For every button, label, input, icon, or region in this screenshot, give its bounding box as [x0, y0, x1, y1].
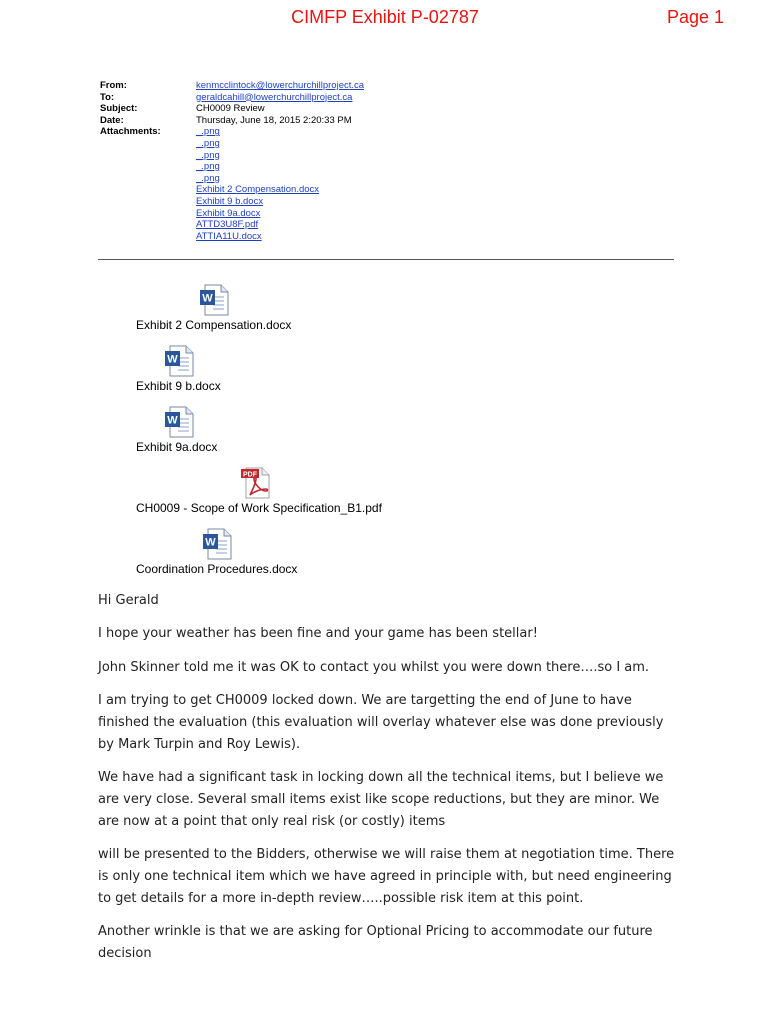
body-paragraph: Another wrinkle is that we are asking for Optional Pricing to accommodate our future decision: [98, 924, 653, 961]
svg-text:W: W: [202, 292, 213, 305]
body-paragraph: will be presented to the Bidders, otherwise we will raise them at negotiation time. There is only one technical item which we have agreed in principle with, but need engineering to get details for a more in-depth review…..possible risk item at this point.: [98, 847, 675, 906]
svg-text:W: W: [167, 353, 178, 366]
subject-label: Subject:: [100, 103, 138, 115]
attachment-link[interactable]: _.png: [196, 126, 220, 138]
attachment-link[interactable]: _.png: [196, 161, 220, 173]
word-doc-icon[interactable]: [164, 345, 194, 382]
body-paragraph: I hope your weather has been fine and your game has been stellar!: [98, 626, 538, 641]
attachments-row: [100, 126, 364, 242]
to-row: [100, 92, 364, 104]
attachment-name[interactable]: Exhibit 2 Compensation.docx: [136, 318, 292, 332]
date-row: [100, 115, 364, 127]
attachment-link[interactable]: Exhibit 9a.docx: [196, 207, 261, 219]
from-label: From:: [100, 80, 127, 91]
date-label: Date:: [100, 114, 124, 126]
from-row: [100, 80, 364, 92]
attachment-name[interactable]: Exhibit 9 b.docx: [136, 379, 221, 393]
attachment-link[interactable]: ATTD3U8F.pdf: [196, 219, 259, 231]
body-paragraph: We have had a significant task in locking down all the technical items, but I believe we are very close. Several small items exist like scope reductions, but they are minor. We are now at a point that only real risk (or costly) items: [98, 770, 664, 829]
attachment-name[interactable]: CH0009 - Scope of Work Specification_B1.pdf: [136, 501, 382, 515]
subject-row: [100, 103, 364, 115]
svg-text:PDF: PDF: [243, 471, 257, 479]
attachment-link[interactable]: _.png: [196, 137, 220, 149]
to-address-link[interactable]: geraldcahill@lowerchurchillproject.ca: [196, 91, 353, 103]
svg-text:W: W: [167, 414, 178, 427]
svg-text:W: W: [205, 536, 216, 549]
email-header: [100, 80, 364, 242]
attachments-label: Attachments:: [100, 126, 161, 138]
attachment-link[interactable]: _.png: [196, 172, 220, 184]
attachment-link[interactable]: _.png: [196, 149, 220, 161]
subject-value: CH0009 Review: [196, 103, 265, 115]
header-divider: [98, 259, 674, 260]
date-value: Thursday, June 18, 2015 2:20:33 PM: [196, 114, 352, 126]
body-paragraph: John Skinner told me it was OK to contact you whilst you were down there….so I am.: [98, 660, 650, 675]
attachment-link[interactable]: Exhibit 9 b.docx: [196, 195, 264, 207]
attachment-link[interactable]: ATTIA11U.docx: [196, 230, 262, 242]
attachment-name[interactable]: Exhibit 9a.docx: [136, 440, 218, 454]
greeting: Hi Gerald: [98, 593, 159, 608]
pdf-icon[interactable]: [240, 467, 272, 504]
to-label: To:: [100, 91, 115, 103]
word-doc-icon[interactable]: [199, 284, 229, 321]
from-address-link[interactable]: kenmcclintock@lowerchurchillproject.ca: [196, 80, 365, 91]
attachments-list: [196, 126, 319, 242]
word-doc-icon[interactable]: [164, 406, 194, 443]
page-number: Page 1: [666, 7, 724, 27]
attachment-name[interactable]: Coordination Procedures.docx: [136, 562, 298, 576]
word-doc-icon[interactable]: [202, 528, 232, 565]
exhibit-title: CIMFP Exhibit P-02787: [291, 7, 479, 27]
attachment-link[interactable]: Exhibit 2 Compensation.docx: [196, 184, 320, 196]
body-paragraph: I am trying to get CH0009 locked down. We are targetting the end of June to have finished the evaluation (this evaluation will overlay whatever else was done previously by Mark Turpin and Roy Lewis).: [98, 693, 664, 752]
